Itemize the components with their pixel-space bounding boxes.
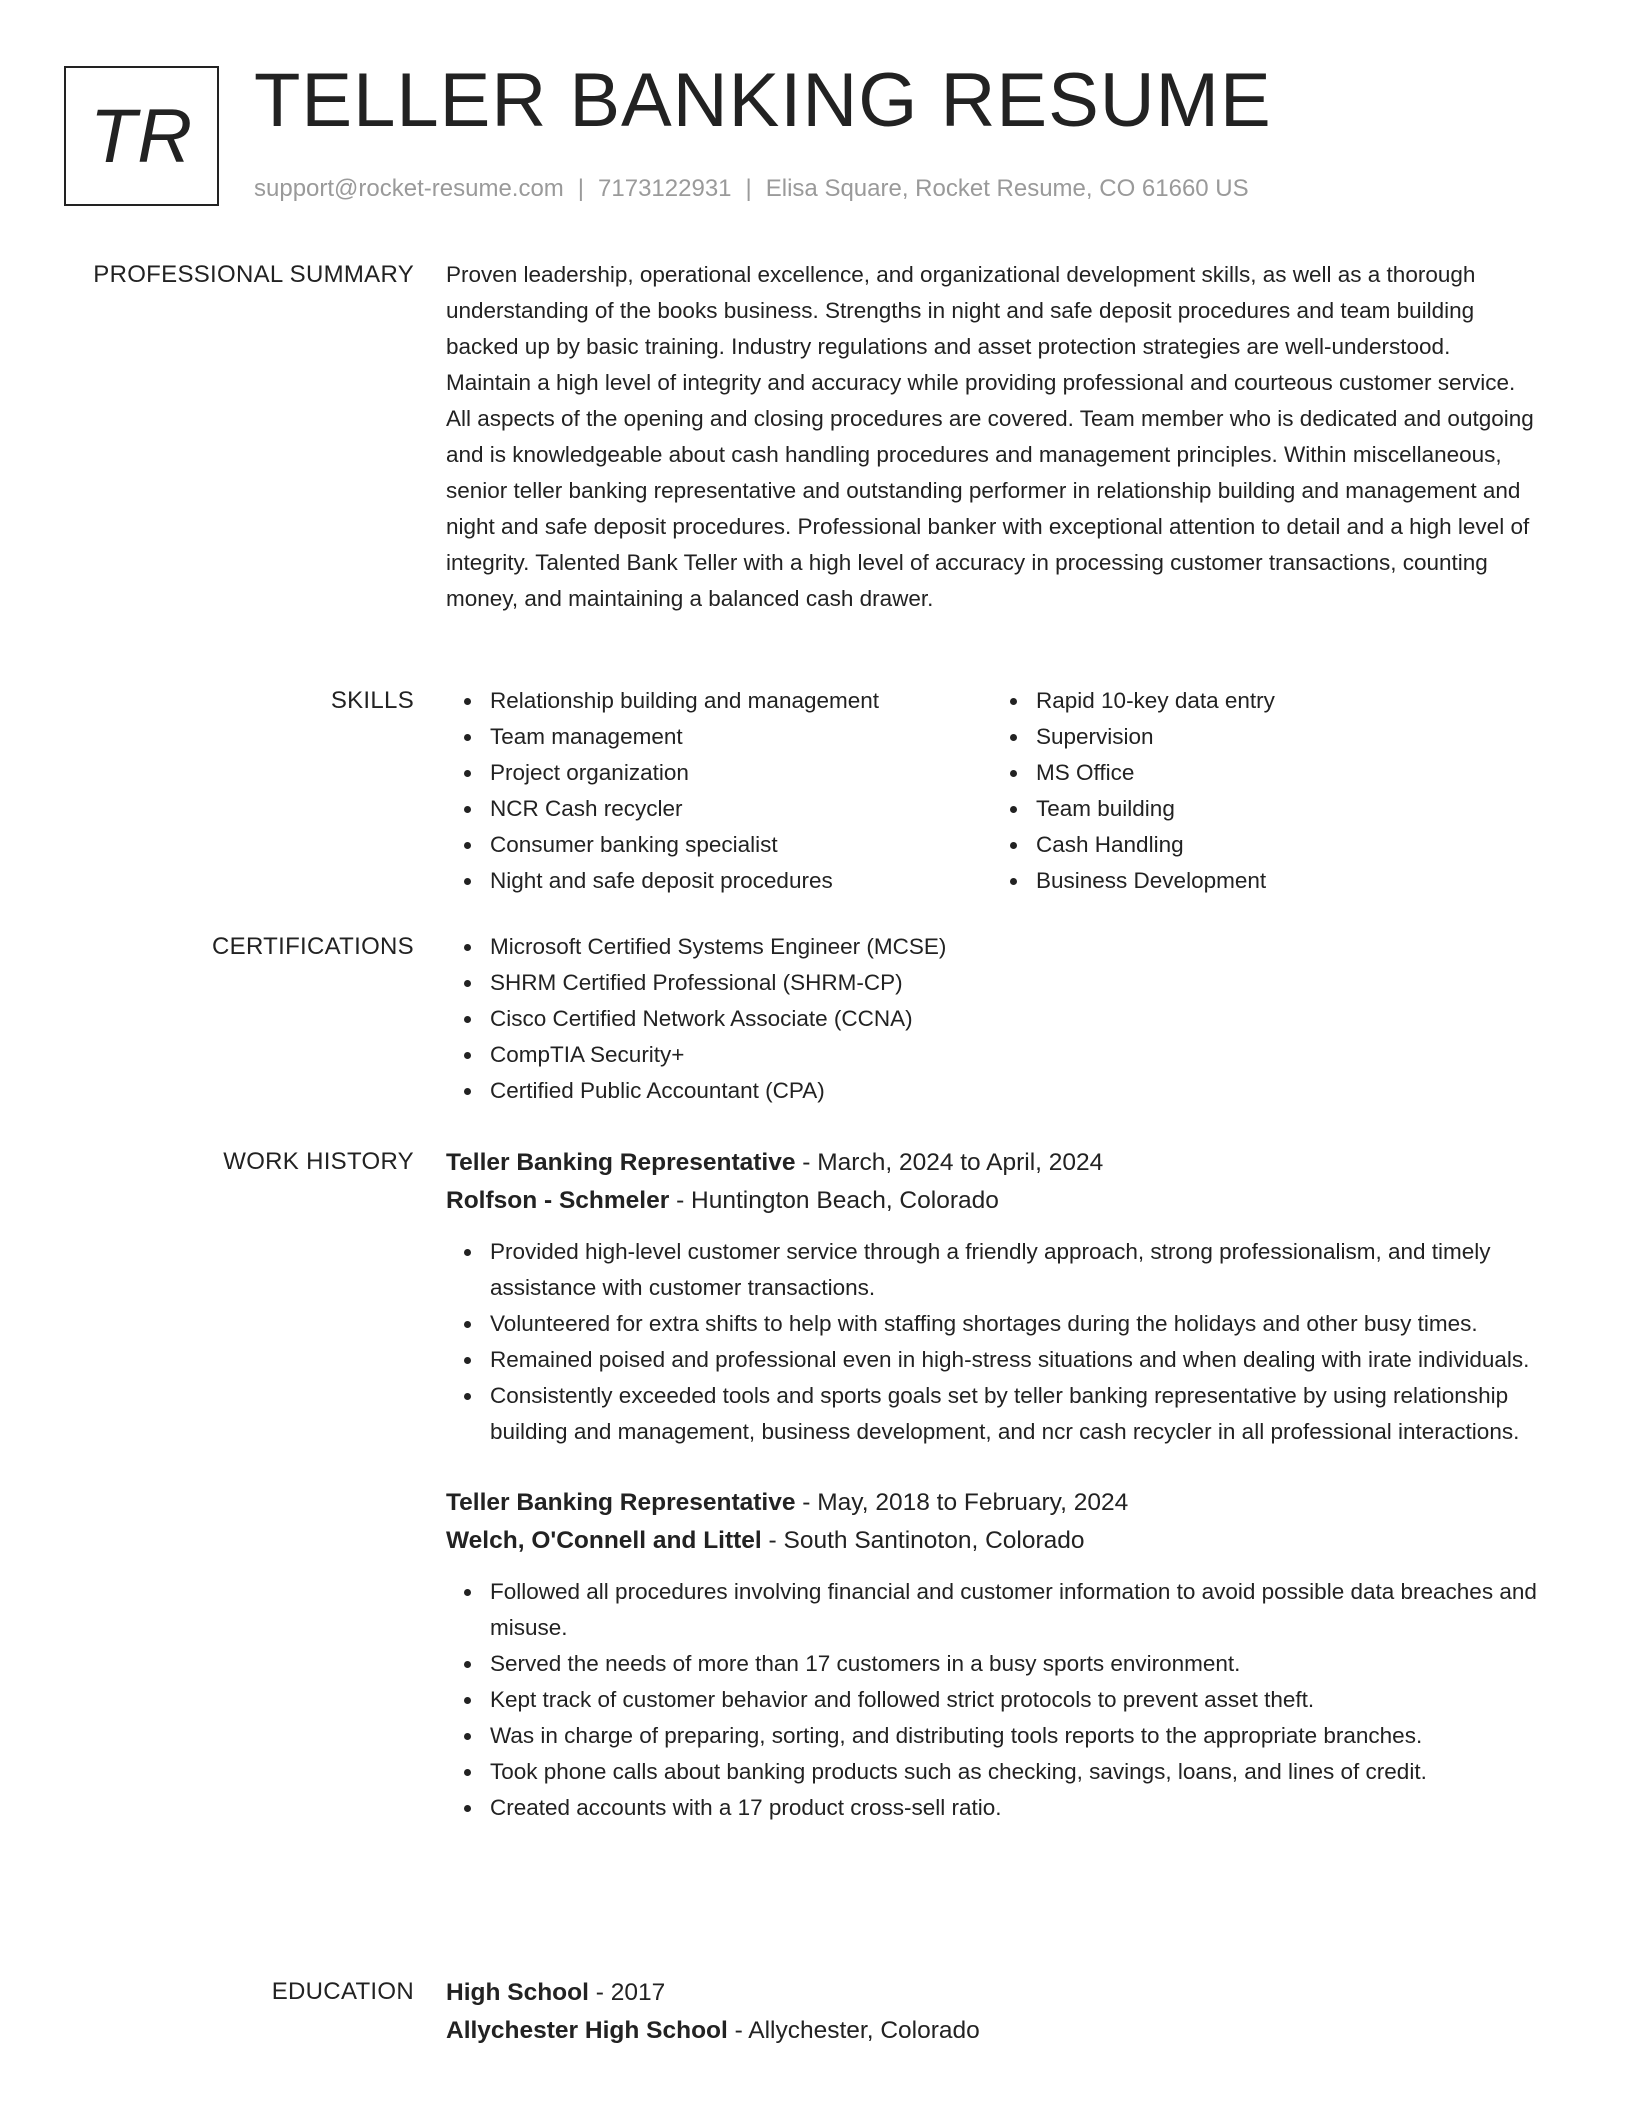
skill-item: MS Office: [1036, 755, 1538, 791]
section-label-certifications: CERTIFICATIONS: [212, 933, 414, 960]
contact-address: Elisa Square, Rocket Resume, CO 61660 US: [765, 175, 1249, 202]
education-year: - 2017: [588, 1979, 666, 2006]
work-history-body: [446, 1144, 1538, 1860]
job-company-line: [446, 1522, 1538, 1560]
skills-body: [446, 683, 1538, 899]
job-bullet: Served the needs of more than 17 customers in a busy sports environment.: [490, 1646, 1538, 1682]
certifications-list: [446, 929, 1538, 1109]
skill-item: Business Development: [1036, 863, 1538, 899]
job-company: Rolfson - Schmeler: [446, 1187, 670, 1214]
education-location: - Allychester, Colorado: [727, 2017, 980, 2044]
section-label-education: EDUCATION: [271, 1978, 414, 2005]
job-company-line: [446, 1182, 1538, 1220]
skill-item: Night and safe deposit procedures: [490, 863, 992, 899]
section-label-work-history: WORK HISTORY: [223, 1148, 414, 1175]
job-entry: [446, 1144, 1538, 1450]
contact-phone: 7173122931: [598, 175, 732, 202]
contact-line: [254, 174, 1249, 204]
education-degree-line: [446, 1974, 1538, 2012]
skill-item: NCR Cash recycler: [490, 791, 992, 827]
job-company: Welch, O'Connell and Littel: [446, 1527, 762, 1554]
job-title-line: [446, 1484, 1538, 1522]
job-bullet: Was in charge of preparing, sorting, and distributing tools reports to the appropriate branches.: [490, 1718, 1538, 1754]
section-label-skills: SKILLS: [330, 687, 414, 714]
skill-item: Project organization: [490, 755, 992, 791]
education-degree: High School: [446, 1979, 589, 2006]
skill-item: Rapid 10-key data entry: [1036, 683, 1538, 719]
job-dates: - May, 2018 to February, 2024: [795, 1489, 1129, 1516]
skill-item: Cash Handling: [1036, 827, 1538, 863]
certification-item: Microsoft Certified Systems Engineer (MCSE): [490, 929, 1538, 965]
education-body: [446, 1974, 1538, 2050]
section-label-summary: PROFESSIONAL SUMMARY: [93, 261, 414, 288]
job-title: Teller Banking Representative: [446, 1149, 796, 1176]
job-location: - Huntington Beach, Colorado: [669, 1187, 999, 1214]
education-school-line: [446, 2012, 1538, 2050]
skill-item: Relationship building and management: [490, 683, 992, 719]
skill-item: Team management: [490, 719, 992, 755]
skill-item: Consumer banking specialist: [490, 827, 992, 863]
job-bullets: [446, 1574, 1538, 1826]
skill-item: Team building: [1036, 791, 1538, 827]
skills-column-2: [992, 683, 1538, 899]
certification-item: Certified Public Accountant (CPA): [490, 1073, 1538, 1109]
skill-item: Supervision: [1036, 719, 1538, 755]
certification-item: SHRM Certified Professional (SHRM-CP): [490, 965, 1538, 1001]
job-title-line: [446, 1144, 1538, 1182]
contact-separator: |: [577, 175, 585, 202]
monogram-logo: TR: [64, 66, 219, 206]
contact-email: support@rocket-resume.com: [254, 175, 564, 202]
education-school: Allychester High School: [446, 2017, 728, 2044]
certification-item: Cisco Certified Network Associate (CCNA): [490, 1001, 1538, 1037]
job-bullet: Took phone calls about banking products such as checking, savings, loans, and lines of credit.: [490, 1754, 1538, 1790]
job-entry: [446, 1484, 1538, 1826]
job-bullet: Created accounts with a 17 product cross-sell ratio.: [490, 1790, 1538, 1826]
job-bullet: Consistently exceeded tools and sports goals set by teller banking representative by using relationship building and management, business development, and ncr cash recycler in all professional interactions.: [490, 1378, 1538, 1450]
job-bullet: Kept track of customer behavior and followed strict protocols to prevent asset theft.: [490, 1682, 1538, 1718]
certification-item: CompTIA Security+: [490, 1037, 1538, 1073]
job-bullet: Provided high-level customer service through a friendly approach, strong professionalism, and timely assistance with customer transactions.: [490, 1234, 1538, 1306]
job-location: - South Santinoton, Colorado: [761, 1527, 1085, 1554]
certifications-body: [446, 929, 1538, 1109]
job-bullets: [446, 1234, 1538, 1450]
job-title: Teller Banking Representative: [446, 1489, 796, 1516]
job-bullet: Volunteered for extra shifts to help with staffing shortages during the holidays and other busy times.: [490, 1306, 1538, 1342]
resume-title: TELLER BANKING RESUME: [254, 58, 1272, 143]
skills-column-1: [446, 683, 992, 899]
job-bullet: Remained poised and professional even in high-stress situations and when dealing with irate individuals.: [490, 1342, 1538, 1378]
job-bullet: Followed all procedures involving financial and customer information to avoid possible data breaches and misuse.: [490, 1574, 1538, 1646]
summary-text: Proven leadership, operational excellence, and organizational development skills, as well as a thorough understanding of the books business. Strengths in night and safe deposit procedures and team building backed up by basic training. Industry regulations and asset protection strategies are well-understood. Maintain a high level of integrity and accuracy while providing professional and courteous customer service. All aspects of the opening and closing procedures are covered. Team member who is dedicated and outgoing and is knowledgeable about cash handling procedures and management principles. Within miscellaneous, senior teller banking representative and outstanding performer in relationship building and management and night and safe deposit procedures. Professional banker with exceptional attention to detail and a high level of integrity. Talented Bank Teller with a high level of accuracy in processing customer transactions, counting money, and maintaining a balanced cash drawer.: [446, 262, 1534, 611]
skills-grid: [446, 683, 1538, 899]
job-dates: - March, 2024 to April, 2024: [795, 1149, 1104, 1176]
contact-separator: |: [745, 175, 752, 202]
